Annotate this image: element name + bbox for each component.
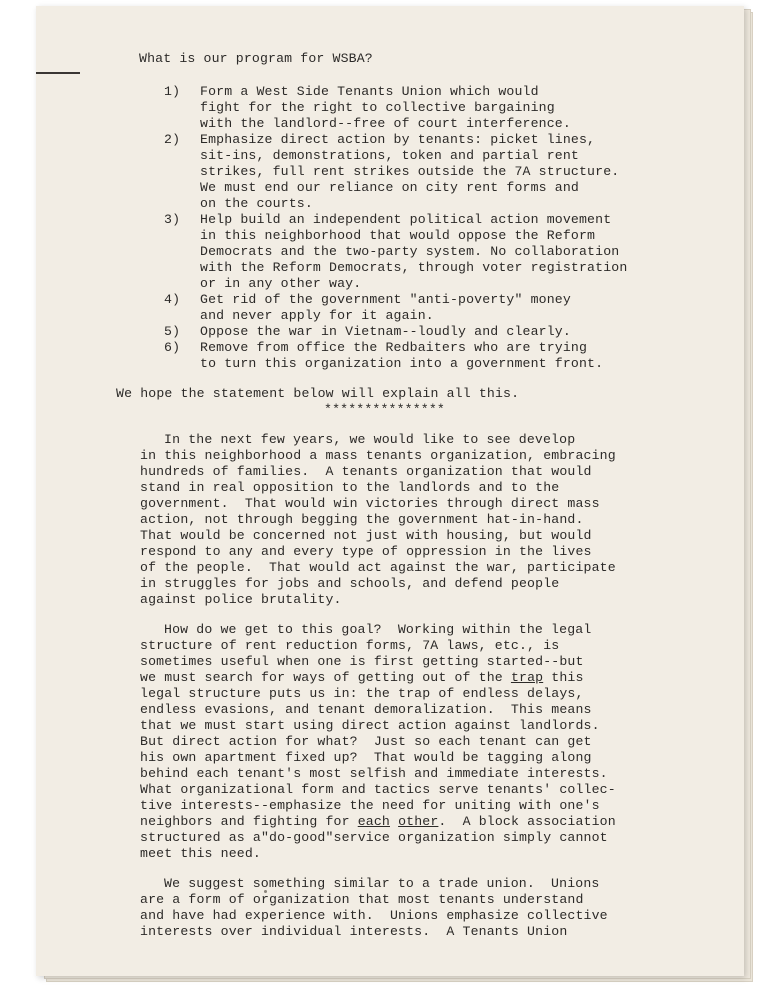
program-item-4-line-1: Get rid of the government "anti-poverty" money (200, 292, 571, 307)
paragraph-2-line-1: How do we get to this goal? Working within the legal (164, 622, 592, 637)
program-item-4-line-2: and never apply for it again. (200, 308, 434, 323)
paragraph-2-line-11: What organizational form and tactics serve tenants' collec- (140, 782, 616, 797)
paragraph-2-line-9: his own apartment fixed up? That would be tagging along (140, 750, 592, 765)
paragraph-1-line-8: respond to any and every type of oppression in the lives (140, 544, 592, 559)
paragraph-2-line-4-pre: we must search for ways of getting out of the (140, 670, 511, 685)
paragraph-1-line-3: hundreds of families. A tenants organization that would (140, 464, 592, 479)
program-item-6-line-1: Remove from office the Redbaiters who are trying (200, 340, 588, 355)
program-item-5-number: 5) (164, 324, 181, 339)
paragraph-2-line-13-post: . A block association (438, 814, 616, 829)
paragraph-1-line-1: In the next few years, we would like to see develop (164, 432, 576, 447)
page-text (36, 6, 744, 976)
paragraph-2-line-12: tive interests--emphasize the need for uniting with one's (140, 798, 600, 813)
program-item-2-line-5: on the courts. (200, 196, 313, 211)
program-item-2-line-4: We must end our reliance on city rent forms and (200, 180, 579, 195)
program-item-3-line-1: Help build an independent political action movement (200, 212, 612, 227)
paragraph-2-line-14: structured as a"do-good"service organization simply cannot (140, 830, 608, 845)
program-item-4-number: 4) (164, 292, 181, 307)
program-item-3-line-4: with the Reform Democrats, through voter registration (200, 260, 628, 275)
paragraph-1-line-7: That would be concerned not just with housing, but would (140, 528, 592, 543)
paragraph-1-line-10: in struggles for jobs and schools, and defend people (140, 576, 560, 591)
paragraph-1-line-9: of the people. That would act against the war, participate (140, 560, 616, 575)
paragraph-2-line-7: that we must start using direct action against landlords. (140, 718, 600, 733)
program-item-2-number: 2) (164, 132, 181, 147)
program-item-3-number: 3) (164, 212, 181, 227)
underlined-word-other: other (398, 814, 439, 829)
program-item-2-line-2: sit-ins, demonstrations, token and partial rent (200, 148, 579, 163)
paragraph-2-line-13-space (390, 814, 398, 829)
paragraph-2-line-13-pre: neighbors and fighting for (140, 814, 358, 829)
paragraph-2-line-5: legal structure puts us in: the trap of endless delays, (140, 686, 584, 701)
paragraph-2-line-4 (140, 670, 584, 686)
paragraph-2-line-3: sometimes useful when one is first getting started--but (140, 654, 584, 669)
program-item-5-line-1: Oppose the war in Vietnam--loudly and clearly. (200, 324, 571, 339)
page-heading: What is our program for WSBA? (139, 51, 373, 66)
program-item-6-number: 6) (164, 340, 181, 355)
underlined-word-trap: trap (510, 670, 544, 685)
paragraph-1-line-6: action, not through begging the government hat-in-hand. (140, 512, 584, 527)
statement-intro: We hope the statement below will explain all this. (116, 386, 520, 401)
paragraph-2-line-10: behind each tenant's most selfish and immediate interests. (140, 766, 608, 781)
paragraph-2-line-4-post: this (543, 670, 584, 685)
paragraph-3-line-2: are a form of organization that most tenants understand (140, 892, 584, 907)
paragraph-2-line-8: But direct action for what? Just so each tenant can get (140, 734, 592, 749)
paragraph-3-line-3: and have had experience with. Unions emphasize collective (140, 908, 608, 923)
program-item-2-line-3: strikes, full rent strikes outside the 7A structure. (200, 164, 620, 179)
paragraph-3-line-4: interests over individual interests. A Tenants Union (140, 924, 568, 939)
program-item-6-line-2: to turn this organization into a government front. (200, 356, 604, 371)
paragraph-2-line-2: structure of rent reduction forms, 7A laws, etc., is (140, 638, 560, 653)
paragraph-1-line-5: government. That would win victories through direct mass (140, 496, 600, 511)
typewritten-page (36, 6, 744, 976)
program-item-1-line-3: with the landlord--free of court interference. (200, 116, 571, 131)
paragraph-2-line-13 (140, 814, 616, 830)
paragraph-2-line-15: meet this need. (140, 846, 261, 861)
paragraph-3-line-1: We suggest something similar to a trade union. Unions (164, 876, 600, 891)
paragraph-2-line-6: endless evasions, and tenant demoralization. This means (140, 702, 592, 717)
program-item-1-line-1: Form a West Side Tenants Union which would (200, 84, 539, 99)
separator-asterisks: *************** (324, 402, 445, 417)
underlined-word-each: each (357, 814, 390, 829)
paragraph-1-line-2: in this neighborhood a mass tenants organization, embracing (140, 448, 616, 463)
program-item-3-line-3: Democrats and the two-party system. No collaboration (200, 244, 620, 259)
paragraph-1-line-4: stand in real opposition to the landlords and to the (140, 480, 560, 495)
program-item-2-line-1: Emphasize direct action by tenants: picket lines, (200, 132, 596, 147)
program-item-1-number: 1) (164, 84, 181, 99)
program-item-1-line-2: fight for the right to collective bargaining (200, 100, 555, 115)
program-item-3-line-2: in this neighborhood that would oppose the Reform (200, 228, 596, 243)
paragraph-1-line-11: against police brutality. (140, 592, 342, 607)
program-item-3-line-5: or in any other way. (200, 276, 362, 291)
